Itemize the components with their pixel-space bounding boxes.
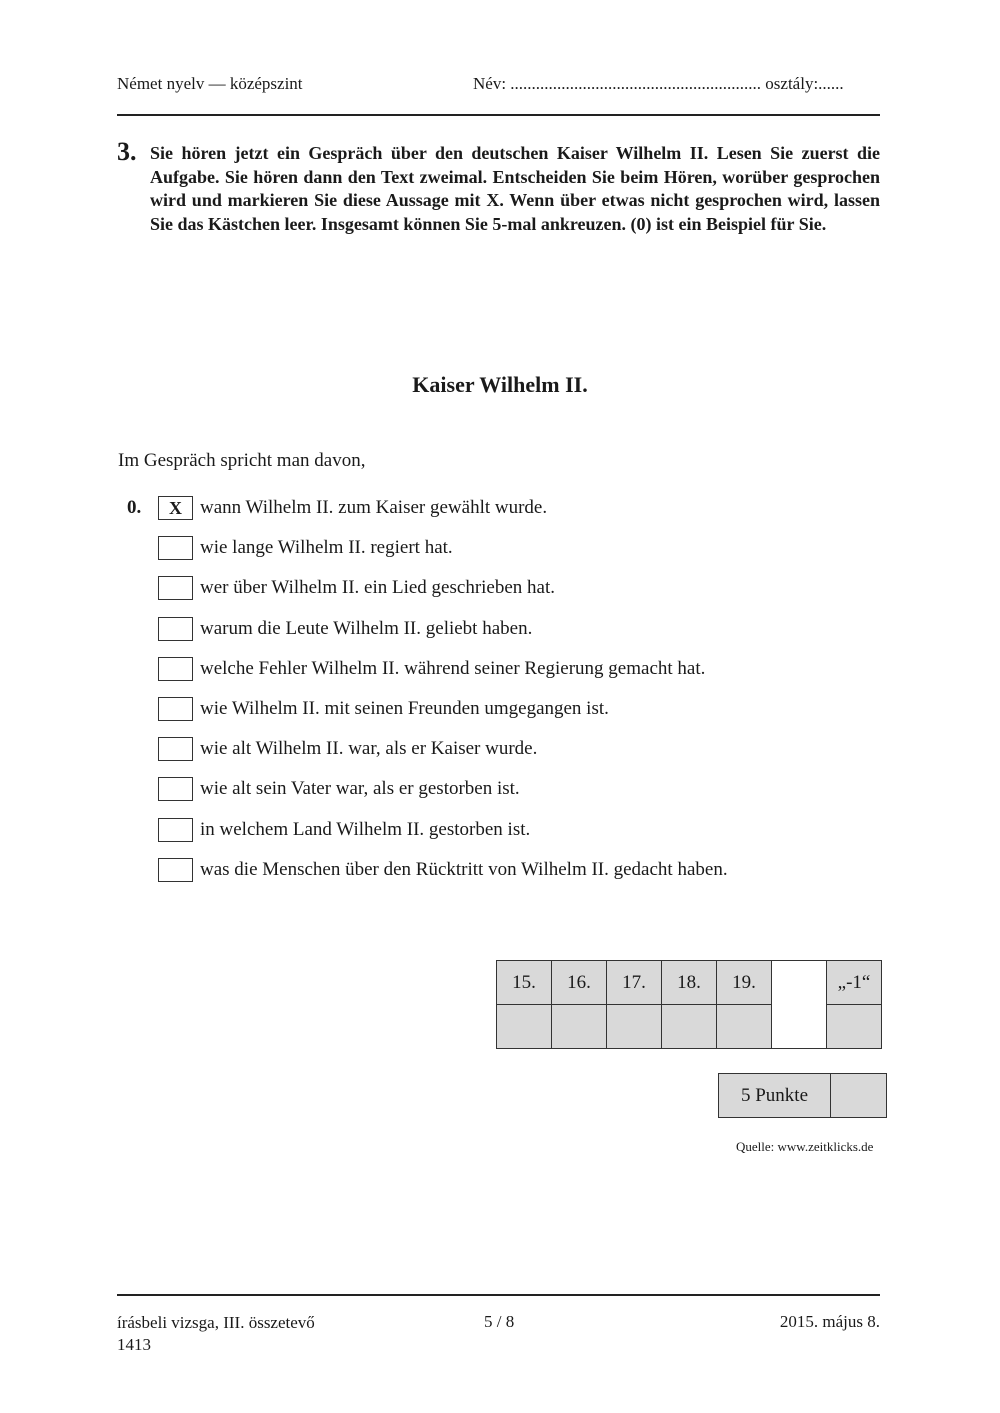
- points-label: 5 Punkte: [719, 1074, 831, 1118]
- score-cell[interactable]: [662, 1005, 717, 1049]
- score-cell[interactable]: [827, 1005, 882, 1049]
- score-header-15: 15.: [497, 961, 552, 1005]
- list-item: [127, 576, 887, 602]
- item-text: wie alt sein Vater war, als er gestorben ist.: [200, 778, 520, 799]
- checkbox[interactable]: [158, 536, 193, 560]
- footer-rule: [117, 1294, 880, 1296]
- checkbox[interactable]: [158, 818, 193, 842]
- source-credit: Quelle: www.zeitklicks.de: [736, 1139, 874, 1154]
- checkbox[interactable]: [158, 858, 193, 882]
- item-text: wer über Wilhelm II. ein Lied geschrieben hat.: [200, 577, 555, 598]
- checkbox[interactable]: [158, 576, 193, 600]
- score-cell[interactable]: [552, 1005, 607, 1049]
- list-item: [127, 697, 887, 723]
- checkbox[interactable]: [158, 617, 193, 641]
- checkbox[interactable]: [158, 737, 193, 761]
- score-header-19: 19.: [717, 961, 772, 1005]
- list-item: [127, 536, 887, 562]
- checkbox[interactable]: [158, 657, 193, 681]
- task-number: 3.: [117, 137, 137, 166]
- score-header-18: 18.: [662, 961, 717, 1005]
- section-title: Kaiser Wilhelm II.: [412, 372, 588, 397]
- intro-text: Im Gespräch spricht man davon,: [118, 450, 366, 471]
- footer-date: 2015. május 8.: [779, 1312, 880, 1331]
- score-cell[interactable]: [497, 1005, 552, 1049]
- list-item: [127, 737, 887, 763]
- checkbox[interactable]: X: [158, 496, 193, 520]
- item-text: welche Fehler Wilhelm II. während seiner Regierung gemacht hat.: [200, 658, 706, 679]
- score-table: [496, 960, 882, 1049]
- header-rule: [117, 114, 880, 116]
- item-text: wie Wilhelm II. mit seinen Freunden umgegangen ist.: [200, 698, 609, 719]
- checkbox[interactable]: [158, 777, 193, 801]
- score-cell[interactable]: [717, 1005, 772, 1049]
- item-number: 0.: [127, 497, 142, 518]
- item-text: in welchem Land Wilhelm II. gestorben ist.: [200, 819, 531, 840]
- header-name-field: Név: ........................................................... osztály:......: [473, 74, 844, 93]
- list-item: [127, 657, 887, 683]
- list-item: [127, 617, 887, 643]
- item-text: was die Menschen über den Rücktritt von Wilhelm II. gedacht haben.: [200, 859, 728, 880]
- item-text: wann Wilhelm II. zum Kaiser gewählt wurde.: [200, 497, 548, 518]
- list-item: [127, 858, 887, 884]
- points-table: [718, 1073, 887, 1118]
- footer-exam-code: 1413: [117, 1335, 151, 1354]
- checkbox[interactable]: [158, 697, 193, 721]
- score-header-16: 16.: [552, 961, 607, 1005]
- footer-exam-part: írásbeli vizsga, III. összetevő: [117, 1313, 315, 1332]
- list-item: [127, 818, 887, 844]
- header-subject: Német nyelv — középszint: [117, 74, 303, 93]
- item-text: wie lange Wilhelm II. regiert hat.: [200, 537, 453, 558]
- footer-exam-info: [117, 1312, 315, 1356]
- page-number: 5 / 8: [484, 1312, 515, 1331]
- list-item: [127, 496, 887, 522]
- score-header-17: 17.: [607, 961, 662, 1005]
- score-blank-cell: [772, 961, 827, 1049]
- list-item: [127, 777, 887, 803]
- item-text: wie alt Wilhelm II. war, als er Kaiser wurde.: [200, 738, 538, 759]
- task-instructions: Sie hören jetzt ein Gespräch über den deutschen Kaiser Wilhelm II. Lesen Sie zuerst die Aufgabe. Sie hören dann den Text zweimal. Entscheiden Sie beim Hören, worüber gesprochen wird und markieren Sie diese Aussage mit X. Wenn über etwas nicht gesprochen wird, lassen Sie das Kästchen leer. Insgesamt können Sie 5-mal ankreuzen. (0) ist ein Beispiel für Sie.: [150, 143, 880, 234]
- score-cell[interactable]: [607, 1005, 662, 1049]
- points-cell[interactable]: [831, 1074, 887, 1118]
- score-header-minus-one: „-1“: [827, 961, 882, 1005]
- item-text: warum die Leute Wilhelm II. geliebt haben.: [200, 618, 533, 639]
